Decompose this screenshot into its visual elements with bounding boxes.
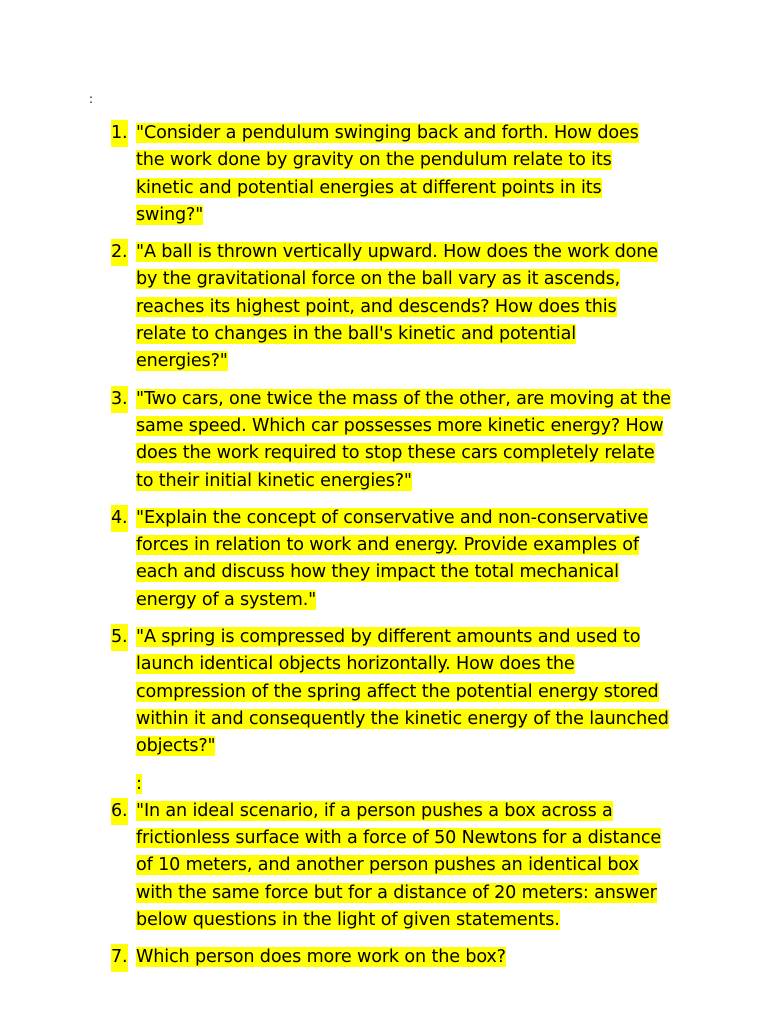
list-item-3 [111, 386, 671, 495]
question-list [111, 120, 671, 972]
list-number: 3. [111, 386, 128, 413]
list-item-4 [111, 505, 671, 614]
list-item-6 [111, 798, 671, 934]
list-number: 2. [111, 239, 128, 266]
separator-colon [111, 771, 671, 798]
list-number: 7. [111, 944, 128, 971]
lead-colon-mark: : [89, 92, 94, 106]
list-item-text: "In an ideal scenario, if a person pushes a box across a frictionless surface with a force of 50 Newtons for a distance of 10 meters, and another person pushes an identical box with the same force but for a distance of 20 meters: answer below questions in the light of given statements. [136, 800, 662, 931]
list-item-text: "Consider a pendulum swinging back and forth. How does the work done by gravity on the pendulum relate to its kinetic and potential energies at different points in its swing?" [136, 123, 639, 225]
list-number: 4. [111, 505, 128, 532]
list-number: 5. [111, 624, 128, 651]
list-number: 6. [111, 798, 128, 825]
list-item-text: "Two cars, one twice the mass of the other, are moving at the same speed. Which car possesses more kinetic energy? How does the work required to stop these cars completely relate to their initial kinetic energies?" [136, 388, 671, 491]
list-item-text: "A spring is compressed by different amounts and used to launch identical objects horizontally. How does the compression of the spring affect the potential energy stored within it and consequently the kinetic energy of the launched objects?" [136, 627, 669, 757]
list-item-text: Which person does more work on the box? [136, 947, 506, 968]
separator-text: : [136, 773, 142, 794]
list-number: 1. [111, 120, 128, 147]
list-item-1 [111, 120, 671, 229]
list-item-text: "A ball is thrown vertically upward. How does the work done by the gravitational force on the ball vary as it ascends, reaches its highest point, and descends? How does this relate to changes in the ball's kinetic and potential energies?" [136, 242, 658, 372]
list-item-2 [111, 239, 671, 375]
list-item-7 [111, 944, 671, 971]
list-item-text: "Explain the concept of conservative and non-conservative forces in relation to work and energy. Provide examples of each and discuss how they impact the total mechanical energy of a system." [136, 507, 649, 610]
list-item-5 [111, 624, 671, 760]
